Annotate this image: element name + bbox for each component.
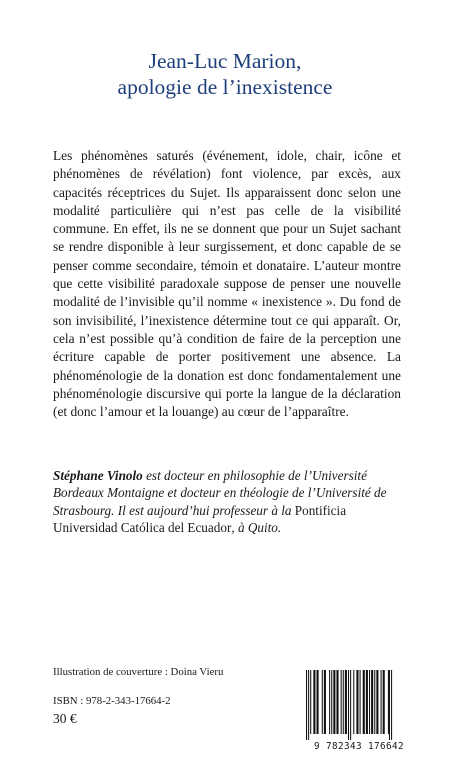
barcode-bar bbox=[350, 670, 351, 740]
barcode-bar bbox=[313, 670, 315, 734]
barcode-bar bbox=[322, 670, 323, 734]
barcode-bar bbox=[308, 670, 309, 740]
barcode-bar bbox=[333, 670, 335, 734]
barcode-bar bbox=[388, 670, 389, 734]
barcode-bar bbox=[363, 670, 365, 734]
barcode-bar bbox=[306, 670, 307, 740]
barcode-bar bbox=[310, 670, 311, 734]
barcode-bar bbox=[356, 670, 358, 734]
barcode-bar bbox=[329, 670, 330, 734]
barcode-bar bbox=[383, 670, 385, 734]
bio-text-2: , à Quito. bbox=[231, 520, 282, 536]
barcode-bar bbox=[381, 670, 382, 734]
barcode-bar bbox=[348, 670, 349, 740]
barcode-bar bbox=[391, 670, 392, 740]
isbn: ISBN : 978-2-343-17664-2 bbox=[53, 695, 171, 707]
barcode-bar bbox=[369, 670, 370, 734]
barcode-bar bbox=[324, 670, 326, 734]
cover-illustration-credit: Illustration de couverture : Doina Vieru bbox=[53, 666, 224, 678]
author-bio bbox=[53, 467, 405, 537]
barcode-bar bbox=[336, 670, 338, 734]
price: 30 € bbox=[53, 711, 77, 726]
barcode-bar bbox=[345, 670, 347, 734]
bio-text-1: est docteur en philosophie de l’Université Bordeaux Montaigne et docteur en théologie de l’Université de Strasbourg. Il est aujourd’hui professeur à la bbox=[53, 468, 387, 518]
barcode-digits: 9 782343 176642 bbox=[314, 741, 404, 752]
back-cover-summary: Les phénomènes saturés (événement, idole, chair, icône et phénomènes de révélation) font violence, par excès, aux capacités réceptrices du Sujet. Ils apparaissent donc selon une modalité particulière qui n’est pas celle de la visibilité commune. En effet, ils ne se donnent que pour un Sujet sachant se rendre disponible à leur surgissement, et donc capable de se penser comme secondaire, témoin et donataire. L’auteur montre que cette visibilité paradoxale suppose de penser une nouvelle modalité de l’invisible qu’il nomme « inexistence ». Du fond de son invisibilité, l’inexistence détermine tout ce qui apparaît. Or, cela n’est possible qu’à condition de faire de la perception une écriture capable de porter positivement une absence. La phénoménologie de la donation est donc fondamentalement une phénoménologie discursive qui porte la langue de la déclaration (et donc l’amour et la louange) au cœur de l’apparaître. bbox=[53, 148, 401, 420]
title-line-1: Jean-Luc Marion, bbox=[148, 49, 302, 73]
barcode-bar bbox=[366, 670, 368, 734]
barcode-image bbox=[300, 670, 418, 740]
title-line-2: apologie de l’inexistence bbox=[117, 75, 333, 99]
barcode-bar bbox=[376, 670, 378, 734]
barcode-bar bbox=[353, 670, 354, 734]
barcode-bar bbox=[343, 670, 344, 734]
barcode-bar bbox=[317, 670, 319, 734]
barcode-bar bbox=[331, 670, 332, 734]
book-title bbox=[0, 48, 450, 100]
barcode bbox=[300, 670, 418, 742]
barcode-bar bbox=[389, 670, 390, 740]
barcode-bar bbox=[341, 670, 342, 734]
barcode-bar bbox=[360, 670, 361, 734]
author-name: Stéphane Vinolo bbox=[53, 468, 143, 483]
bio-institution: Pontificia Universidad Católica del Ecuador bbox=[53, 502, 347, 536]
barcode-bar bbox=[374, 670, 375, 734]
barcode-bar bbox=[371, 670, 373, 734]
